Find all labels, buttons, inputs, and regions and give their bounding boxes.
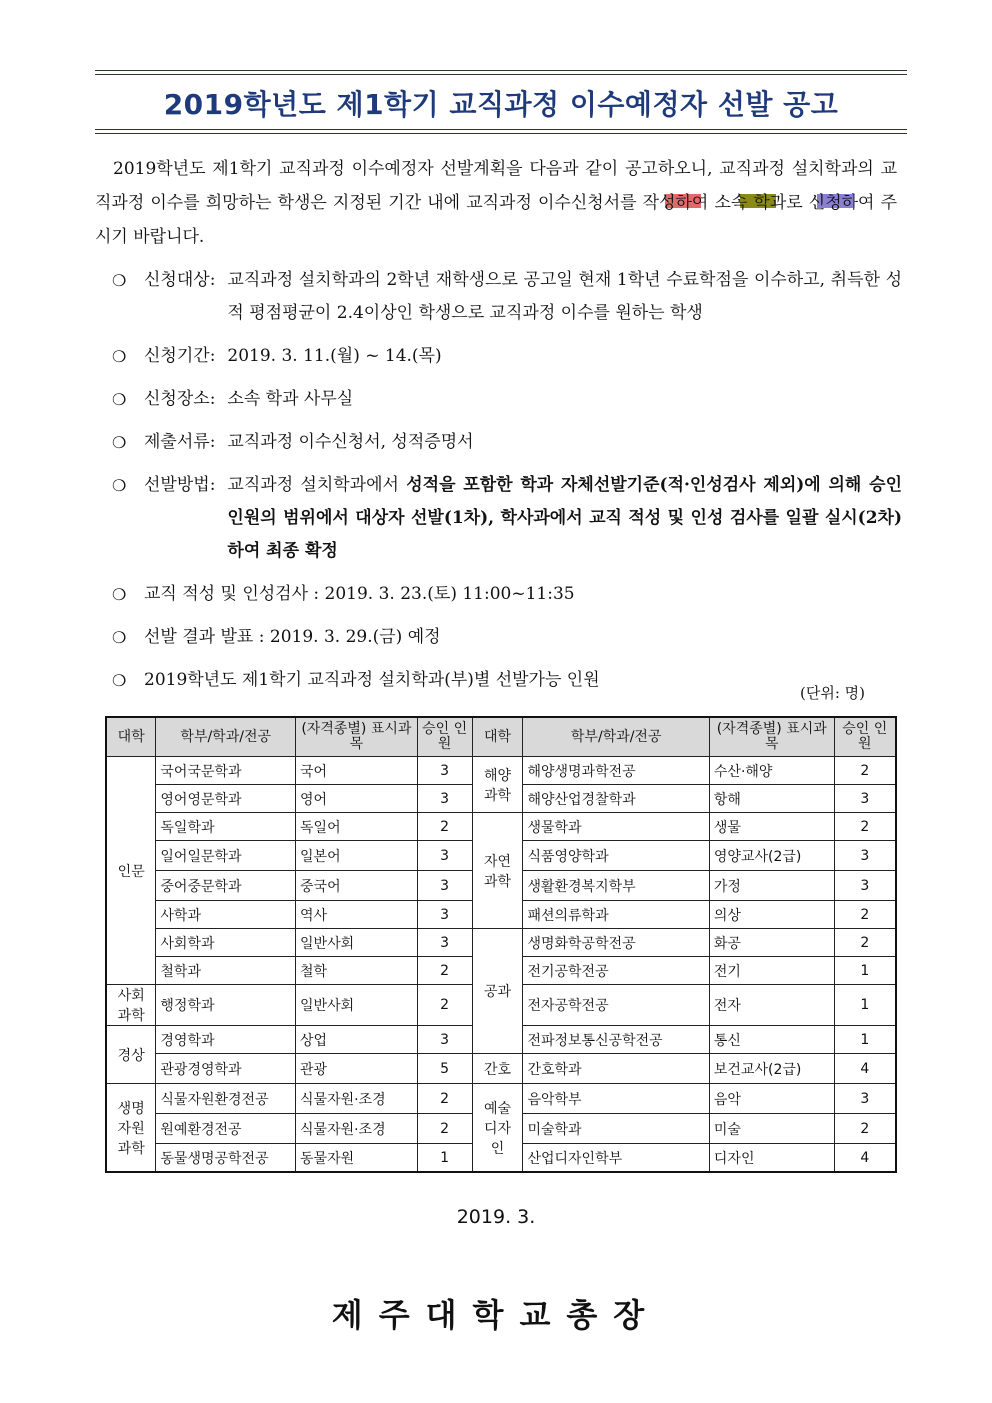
quota-cell: 3 <box>417 929 472 957</box>
item-target <box>112 264 902 330</box>
item-value-bold: 성적을 포함한 학과 자체선발기준(적·인성검사 제외)에 의해 승인인원의 범위에서 대상자 선발(1차), 학사과에서 교직 적성 및 인성 검사를 일괄 실시(2차)하여 최종 확정 <box>227 475 902 561</box>
circle-bullet-icon: ❍ <box>112 347 127 366</box>
quota-cell: 3 <box>417 901 472 929</box>
subject-cell: 디자인 <box>709 1144 834 1173</box>
department-cell: 국어국문학과 <box>156 757 296 785</box>
subject-cell: 일반사회 <box>296 929 418 957</box>
item-label: 신청기간: <box>144 346 216 366</box>
quota-cell: 4 <box>834 1054 896 1084</box>
quota-cell: 2 <box>417 985 472 1026</box>
item-label: 신청대상: <box>144 270 216 290</box>
subject-cell: 통신 <box>709 1026 834 1054</box>
table-row <box>106 813 896 841</box>
quota-cell: 1 <box>834 985 896 1026</box>
department-cell: 해양산업경찰학과 <box>523 785 709 813</box>
quota-cell: 3 <box>834 871 896 901</box>
college-cell: 간호 <box>472 1054 523 1084</box>
quota-cell: 3 <box>417 871 472 901</box>
department-cell: 사학과 <box>156 901 296 929</box>
quota-cell: 2 <box>417 1084 472 1114</box>
department-cell: 식품영양학과 <box>523 841 709 871</box>
notice-date: 2019. 3. <box>456 1206 536 1228</box>
item-method <box>112 469 902 568</box>
department-cell: 경영학과 <box>156 1026 296 1054</box>
item-value-plain: 교직과정 설치학과에서 <box>227 475 407 495</box>
department-cell: 해양생명과학전공 <box>523 757 709 785</box>
college-cell: 공과 <box>472 929 523 1054</box>
circle-bullet-icon: ❍ <box>112 671 127 690</box>
item-quota <box>112 664 902 697</box>
quota-cell: 3 <box>834 841 896 871</box>
subject-cell: 화공 <box>709 929 834 957</box>
unit-label: (단위: 명) <box>800 684 865 702</box>
table-header: 대학 <box>106 717 156 757</box>
item-value <box>215 469 902 568</box>
circle-bullet-icon: ❍ <box>112 271 127 290</box>
intro-text: 2019학년도 제1학기 교직과정 이수예정자 선발계획을 다음과 같이 공고하오니, 교직과정 설치학과의 교직과정 이수를 희망하는 학생은 지정된 기간 내에 교직과정 이수신청서를 작성하여 소속 학과로 신청하여 주시기 바랍니다. <box>95 159 897 247</box>
item-value: 2019. 3. 11.(월) ~ 14.(목) <box>227 346 442 366</box>
item-result <box>112 621 902 654</box>
intro-paragraph <box>95 152 897 254</box>
subject-cell: 음악 <box>709 1084 834 1114</box>
table-row <box>106 1084 896 1114</box>
quota-cell: 1 <box>834 957 896 985</box>
quota-cell: 3 <box>834 1084 896 1114</box>
department-cell: 생명화학공학전공 <box>523 929 709 957</box>
subject-cell: 식물자원·조경 <box>296 1084 418 1114</box>
title-rule-bottom-inner <box>95 129 907 130</box>
department-cell: 식물자원환경전공 <box>156 1084 296 1114</box>
subject-cell: 동물자원 <box>296 1144 418 1173</box>
table-header: 승인 인원 <box>417 717 472 757</box>
college-cell: 해양 과학 <box>472 757 523 813</box>
department-cell: 간호학과 <box>523 1054 709 1084</box>
subject-cell: 역사 <box>296 901 418 929</box>
subject-cell: 의상 <box>709 901 834 929</box>
department-cell: 전기공학전공 <box>523 957 709 985</box>
item-value: 교직과정 이수신청서, 성적증명서 <box>227 432 474 452</box>
title-rule-top-inner <box>95 74 907 75</box>
subject-cell: 항해 <box>709 785 834 813</box>
item-documents <box>112 426 902 459</box>
quota-cell: 2 <box>417 957 472 985</box>
department-cell: 행정학과 <box>156 985 296 1026</box>
item-label: 선발방법: <box>144 475 216 495</box>
item-text: 선발 결과 발표 : 2019. 3. 29.(금) 예정 <box>144 627 441 647</box>
quota-cell: 2 <box>834 1114 896 1144</box>
college-cell: 인문 <box>106 757 156 985</box>
table-row <box>106 757 896 785</box>
page-title: 2019학년도 제1학기 교직과정 이수예정자 선발 공고 <box>163 88 839 121</box>
subject-cell: 수산·해양 <box>709 757 834 785</box>
department-cell: 미술학과 <box>523 1114 709 1144</box>
department-cell: 산업디자인학부 <box>523 1144 709 1173</box>
signature: 제주대학교총장 <box>331 1296 661 1334</box>
college-cell: 생명 자원 과학 <box>106 1084 156 1173</box>
department-cell: 원예환경전공 <box>156 1114 296 1144</box>
subject-cell: 미술 <box>709 1114 834 1144</box>
subject-cell: 식물자원·조경 <box>296 1114 418 1144</box>
department-cell: 관광경영학과 <box>156 1054 296 1084</box>
subject-cell: 일반사회 <box>296 985 418 1026</box>
subject-cell: 상업 <box>296 1026 418 1054</box>
subject-cell: 전자 <box>709 985 834 1026</box>
circle-bullet-icon: ❍ <box>112 433 127 452</box>
subject-cell: 관광 <box>296 1054 418 1084</box>
quota-cell: 3 <box>417 757 472 785</box>
item-value: 교직과정 설치학과의 2학년 재학생으로 공고일 현재 1학년 수료학점을 이수하고, 취득한 성적 평점평균이 2.4이상인 학생으로 교직과정 이수를 원하는 학생 <box>227 270 902 323</box>
table-header: 학부/학과/전공 <box>156 717 296 757</box>
circle-bullet-icon: ❍ <box>112 628 127 647</box>
quota-cell: 3 <box>834 785 896 813</box>
quota-cell: 2 <box>417 1114 472 1144</box>
department-cell: 동물생명공학전공 <box>156 1144 296 1173</box>
quota-cell: 3 <box>417 785 472 813</box>
quota-cell: 4 <box>834 1144 896 1173</box>
item-label: 제출서류: <box>144 432 216 452</box>
table-header: (자격종별) 표시과목 <box>709 717 834 757</box>
department-cell: 생물학과 <box>523 813 709 841</box>
college-cell: 경상 <box>106 1026 156 1084</box>
quota-cell: 1 <box>417 1144 472 1173</box>
subject-cell: 철학 <box>296 957 418 985</box>
subject-cell: 일본어 <box>296 841 418 871</box>
circle-bullet-icon: ❍ <box>112 390 127 409</box>
subject-cell: 영양교사(2급) <box>709 841 834 871</box>
subject-cell: 생물 <box>709 813 834 841</box>
college-cell: 예술 디자 인 <box>472 1084 523 1173</box>
quota-cell: 1 <box>834 1026 896 1054</box>
table-row <box>106 929 896 957</box>
table-header: 대학 <box>472 717 523 757</box>
subject-cell: 영어 <box>296 785 418 813</box>
college-cell: 사회 과학 <box>106 985 156 1026</box>
item-value: 소속 학과 사무실 <box>227 389 354 409</box>
item-label: 신청장소: <box>144 389 216 409</box>
quota-cell: 5 <box>417 1054 472 1084</box>
notice-items <box>112 264 902 707</box>
quota-cell: 3 <box>417 841 472 871</box>
quota-cell: 2 <box>834 757 896 785</box>
quota-cell: 2 <box>417 813 472 841</box>
department-cell: 패션의류학과 <box>523 901 709 929</box>
department-cell: 전파정보통신공학전공 <box>523 1026 709 1054</box>
department-cell: 전자공학전공 <box>523 985 709 1026</box>
table-header: (자격종별) 표시과목 <box>296 717 418 757</box>
department-cell: 철학과 <box>156 957 296 985</box>
circle-bullet-icon: ❍ <box>112 476 127 495</box>
department-cell: 일어일문학과 <box>156 841 296 871</box>
department-cell: 생활환경복지학부 <box>523 871 709 901</box>
title-rule-bottom <box>95 133 907 134</box>
table-header: 승인 인원 <box>834 717 896 757</box>
subject-cell: 중국어 <box>296 871 418 901</box>
department-cell: 사회학과 <box>156 929 296 957</box>
department-cell: 영어영문학과 <box>156 785 296 813</box>
quota-table <box>105 716 897 1173</box>
college-cell: 자연 과학 <box>472 813 523 929</box>
department-cell: 독일학과 <box>156 813 296 841</box>
title-block <box>95 70 907 134</box>
quota-cell: 2 <box>834 929 896 957</box>
department-cell: 중어중문학과 <box>156 871 296 901</box>
quota-cell: 2 <box>834 901 896 929</box>
title-rule-top <box>95 70 907 71</box>
quota-cell: 3 <box>417 1026 472 1054</box>
table-header: 학부/학과/전공 <box>523 717 709 757</box>
item-period <box>112 340 902 373</box>
circle-bullet-icon: ❍ <box>112 585 127 604</box>
table-row <box>106 1054 896 1084</box>
item-text: 2019학년도 제1학기 교직과정 설치학과(부)별 선발가능 인원 <box>144 670 600 690</box>
subject-cell: 독일어 <box>296 813 418 841</box>
item-place <box>112 383 902 416</box>
item-aptitude-test <box>112 578 902 611</box>
subject-cell: 국어 <box>296 757 418 785</box>
subject-cell: 가정 <box>709 871 834 901</box>
quota-cell: 2 <box>834 813 896 841</box>
subject-cell: 보건교사(2급) <box>709 1054 834 1084</box>
department-cell: 음악학부 <box>523 1084 709 1114</box>
item-text: 교직 적성 및 인성검사 : 2019. 3. 23.(토) 11:00~11:35 <box>144 584 575 604</box>
subject-cell: 전기 <box>709 957 834 985</box>
